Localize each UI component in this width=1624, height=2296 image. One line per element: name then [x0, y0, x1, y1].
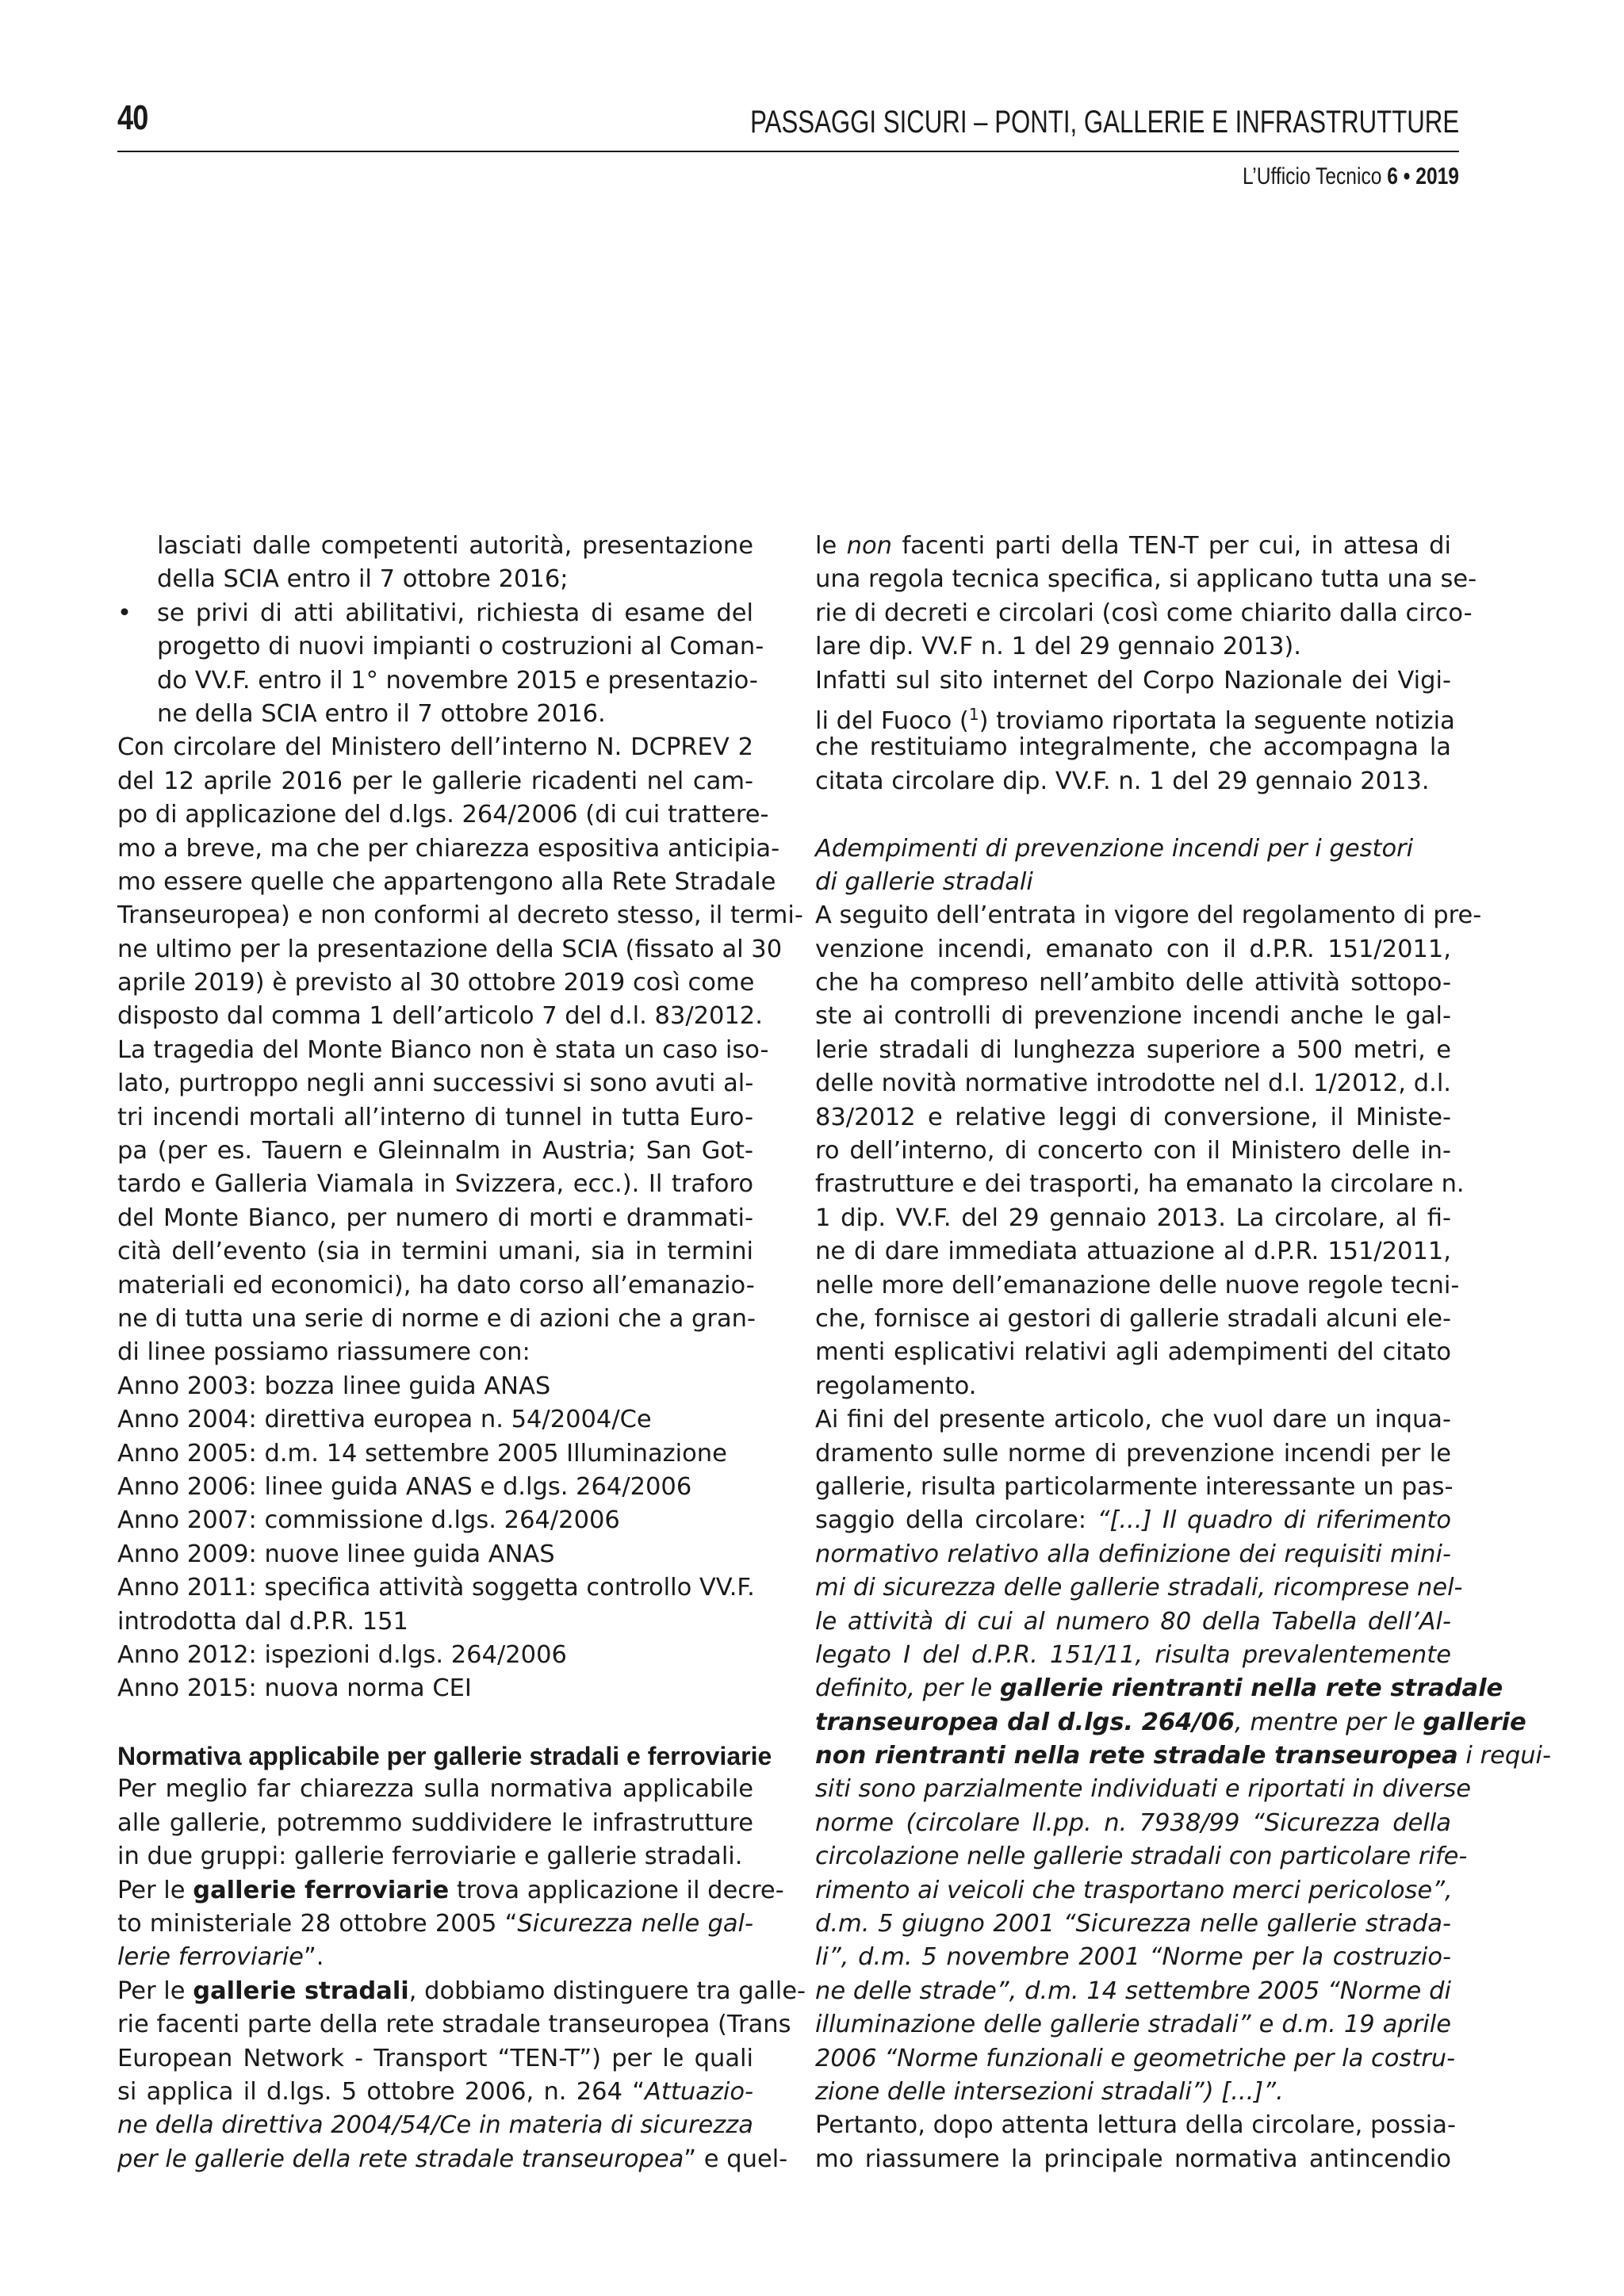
text-line: tardo e Galleria Viamala in Svizzera, ecc.). Il traforo	[117, 1170, 753, 1199]
text-line: rimento ai veicoli che trasportano merci pericolose”,	[815, 1876, 1453, 1904]
text-line: legato I del d.P.R. 151/11, risulta prevalentemente	[815, 1640, 1451, 1669]
paragraph	[117, 1773, 753, 1873]
page-header	[117, 95, 1459, 152]
text-line: rie facenti parte della rete stradale transeuropea (Trans	[117, 2011, 791, 2039]
timeline-item: Anno 2009: nuove linee guida ANAS	[117, 1540, 555, 1568]
text-line: se privi di atti abilitativi, richiesta di esame del	[157, 599, 753, 627]
text-line: che, fornisce ai gestori di gallerie stradali alcuni ele-	[815, 1304, 1451, 1333]
text-line: frastrutture e dei trasporti, ha emanato la circolare n.	[815, 1170, 1465, 1199]
left-column	[117, 530, 806, 2176]
paragraph	[815, 530, 1477, 664]
text-line: del 12 aprile 2016 per le gallerie ricadenti nel cam-	[117, 767, 753, 795]
text-line: di linee possiamo riassumere con:	[117, 1338, 530, 1367]
text-line: ste ai controlli di prevenzione incendi anche le gal-	[815, 1002, 1451, 1031]
text-line: alle gallerie, potremmo suddividere le infrastrutture	[117, 1808, 753, 1837]
text-line: lasciati dalle competenti autorità, presentazione	[157, 532, 753, 560]
text-line: saggio della circolare: “[...] Il quadro di riferimento	[815, 1506, 1451, 1535]
bullet-mark: •	[117, 599, 132, 627]
text-line: aprile 2019) è previsto al 30 ottobre 2019 così come	[117, 969, 755, 997]
timeline-item: Anno 2012: ispezioni d.lgs. 264/2006	[117, 1640, 567, 1669]
text-line: che ha compreso nell’ambito delle attività sottopo-	[815, 969, 1451, 997]
text-line: transeuropea dal d.lgs. 264/06, mentre per le gallerie	[815, 1708, 1526, 1736]
text-line: lare dip. VV.F n. 1 del 29 gennaio 2013).	[815, 633, 1301, 661]
text-line: Infatti sul sito internet del Corpo Nazionale dei Vigi-	[815, 666, 1451, 695]
text-line: Per meglio far chiarezza sulla normativa applicabile	[117, 1775, 753, 1804]
text-line: non rientranti nella rete stradale transeuropea i requi-	[815, 1742, 1552, 1770]
text-line: zione delle intersezioni stradali”) [...]”.	[815, 2077, 1284, 2106]
text-line: 1 dip. VV.F. del 29 gennaio 2013. La circolare, al fi-	[815, 1203, 1451, 1232]
text-line: ne della SCIA entro il 7 ottobre 2016.	[157, 699, 606, 728]
text-line: rie di decreti e circolari (così come chiarito dalla circo-	[815, 599, 1473, 627]
paragraph	[117, 1034, 769, 1370]
issue-number: 6	[1387, 163, 1398, 189]
text-line: siti sono parzialmente individuati e riportati in diverse	[815, 1775, 1472, 1804]
timeline-item: Anno 2015: nuova norma CEI	[117, 1674, 472, 1703]
text-line: lerie stradali di lunghezza superiore a 500 metri, e	[815, 1035, 1451, 1064]
magazine-name: L’Ufficio Tecnico	[1242, 163, 1382, 189]
text-line: della SCIA entro il 7 ottobre 2016;	[157, 565, 569, 594]
text-line: mo essere quelle che appartengono alla Rete Stradale	[117, 867, 776, 896]
text-line: Pertanto, dopo attenta lettura della circolare, possia-	[815, 2111, 1456, 2140]
text-line: normativo relativo alla definizione dei requisiti mini-	[815, 1540, 1451, 1568]
text-line: disposto dal comma 1 dell’articolo 7 del d.l. 83/2012.	[117, 1002, 763, 1031]
text-line: le attività di cui al numero 80 della Tabella dell’Al-	[815, 1607, 1451, 1636]
paragraph	[117, 731, 803, 1034]
issue-year: 2019	[1415, 163, 1459, 189]
timeline-item: Anno 2011: specifica attività soggetta controllo VV.F.	[117, 1574, 755, 1602]
text-line: do VV.F. entro il 1° novembre 2015 e presentazio-	[157, 666, 758, 695]
text-line: regolamento.	[815, 1372, 977, 1400]
text-line: cità dell’evento (sia in termini umani, sia in termini	[117, 1238, 753, 1266]
text-line: La tragedia del Monte Bianco non è stata un caso iso-	[117, 1035, 769, 1064]
text-line: 83/2012 e relative leggi di conversione, il Ministe-	[815, 1103, 1451, 1131]
text-line: mo riassumere la principale normativa antincendio	[815, 2145, 1451, 2173]
text-line: ne della direttiva 2004/54/Ce in materia di sicurezza	[117, 2111, 753, 2140]
text-line: A seguito dell’entrata in vigore del regolamento di pre-	[815, 901, 1482, 930]
timeline-item: Anno 2006: linee guida ANAS e d.lgs. 264/2006	[117, 1472, 692, 1501]
bullet-continuation	[117, 530, 753, 597]
right-column	[815, 530, 1552, 2176]
issue-line	[1243, 163, 1459, 190]
text-line: definito, per le gallerie rientranti nella rete stradale	[815, 1674, 1503, 1703]
text-line: po di applicazione del d.lgs. 264/2006 (di cui trattere-	[117, 801, 769, 829]
text-line: del Monte Bianco, per numero di morti e drammati-	[117, 1203, 753, 1232]
text-line: gallerie, risulta particolarmente interessante un pas-	[815, 1472, 1454, 1501]
text-line: dramento sulle norme di prevenzione incendi per le	[815, 1439, 1451, 1468]
text-line: li”, d.m. 5 novembre 2001 “Norme per la costruzio-	[815, 1943, 1451, 1972]
text-line: citata circolare dip. VV.F. n. 1 del 29 gennaio 2013.	[815, 767, 1430, 795]
text-line: European Network - Transport “TEN-T”) per le quali	[117, 2044, 753, 2072]
bullet-item	[117, 597, 764, 732]
text-line: progetto di nuovi impianti o costruzioni al Coman-	[157, 633, 764, 661]
text-line: una regola tecnica specifica, si applicano tutta una se-	[815, 565, 1477, 594]
text-line: per le gallerie della rete stradale transeuropea” e quel-	[117, 2145, 788, 2173]
text-line: li del Fuoco ($^1$) troviamo riportata la seguente notizia	[815, 704, 1455, 736]
text-line: lerie ferroviarie”.	[117, 1943, 324, 1972]
timeline-list	[117, 1370, 753, 1706]
text-line: nelle more dell’emanazione delle nuove regole tecni-	[815, 1271, 1460, 1299]
text-line: pa (per es. Tauern e Gleinnalm in Austria; San Got-	[117, 1137, 753, 1165]
footnote-ref: 1	[968, 704, 979, 724]
text-line: illuminazione delle gallerie stradali” e d.m. 19 aprile	[815, 2011, 1451, 2039]
text-line: norme (circolare ll.pp. n. 7938/99 “Sicurezza della	[815, 1808, 1451, 1837]
timeline-item: Anno 2007: commissione d.lgs. 264/2006	[117, 1506, 620, 1535]
text-line: Transeuropea) e non conformi al decreto stesso, il termi-	[117, 901, 803, 930]
text-line: ne ultimo per la presentazione della SCIA (fissato al 30	[117, 935, 783, 963]
issue-separator: •	[1403, 163, 1411, 189]
paragraph	[815, 664, 1455, 799]
running-title: PASSAGGI SICURI – PONTI, GALLERIE E INFRASTRUTTURE	[750, 105, 1459, 140]
timeline-item: Anno 2005: d.m. 14 settembre 2005 Illuminazione	[117, 1439, 727, 1468]
page-number: 40	[117, 98, 148, 137]
text-line: materiali ed economici), ha dato corso all’emanazio-	[117, 1271, 755, 1299]
text-line: ne delle strade”, d.m. 14 settembre 2005 “Norme di	[815, 1976, 1451, 2005]
text-line: si applica il d.lgs. 5 ottobre 2006, n. 264 “Attuazio-	[117, 2077, 753, 2106]
text-line: che restituiamo integralmente, che accompagna la	[815, 733, 1451, 762]
text-line: in due gruppi: gallerie ferroviarie e gallerie stradali.	[117, 1843, 743, 1871]
text-line: delle novità normative introdotte nel d.l. 1/2012, d.l.	[815, 1070, 1451, 1098]
text-line: circolazione nelle gallerie stradali con particolare rife-	[815, 1843, 1468, 1871]
text-line: to ministeriale 28 ottobre 2005 “Sicurezza nelle gal-	[117, 1910, 753, 1938]
paragraph	[815, 2109, 1456, 2176]
paragraph	[117, 1874, 784, 1975]
subheading-line: di gallerie stradali	[815, 867, 1033, 896]
text-line: tri incendi mortali all’interno di tunnel in tutta Euro-	[117, 1103, 753, 1131]
text-line: ne di dare immediata attuazione al d.P.R. 151/2011,	[815, 1238, 1451, 1266]
text-line: ne di tutta una serie di norme e di azioni che a gran-	[117, 1304, 756, 1333]
text-line: mi di sicurezza delle gallerie stradali, ricomprese nel-	[815, 1574, 1463, 1602]
section-heading	[117, 1739, 772, 1773]
text-line: Con circolare del Ministero dell’interno N. DCPREV 2	[117, 733, 753, 762]
timeline-item: Anno 2004: direttiva europea n. 54/2004/Ce	[117, 1406, 652, 1434]
text-line: lato, purtroppo negli anni successivi si sono avuti al-	[117, 1070, 754, 1098]
text-line: d.m. 5 giugno 2001 “Sicurezza nelle gallerie strada-	[815, 1910, 1451, 1938]
subheading-line: Adempimenti di prevenzione incendi per i gestori	[815, 834, 1414, 863]
paragraph	[117, 1975, 806, 2176]
timeline-item: introdotta dal d.P.R. 151	[117, 1607, 408, 1636]
text-line: menti esplicativi relativi agli adempimenti del citato	[815, 1338, 1451, 1367]
text-line: 2006 “Norme funzionali e geometriche per la costru-	[815, 2044, 1456, 2072]
paragraph	[815, 899, 1482, 1403]
text-line: Per le gallerie ferroviarie trova applicazione il decre-	[117, 1876, 784, 1904]
text-line: ro dell’interno, di concerto con il Ministero delle in-	[815, 1137, 1451, 1165]
paragraph	[815, 1403, 1552, 2109]
heading-text: Normativa applicabile per gallerie stradali e ferroviarie	[117, 1742, 772, 1771]
text-line: venzione incendi, emanato con il d.P.R. 151/2011,	[815, 935, 1451, 963]
text-line: mo a breve, ma che per chiarezza espositiva anticipia-	[117, 834, 780, 863]
timeline-item: Anno 2003: bozza linee guida ANAS	[117, 1372, 551, 1400]
text-line: Per le gallerie stradali, dobbiamo distinguere tra galle-	[117, 1976, 806, 2005]
text-line: Ai fini del presente articolo, che vuol dare un inqua-	[815, 1406, 1451, 1434]
text-line: le non facenti parti della TEN-T per cui, in attesa di	[815, 532, 1451, 560]
subheading	[815, 832, 1451, 900]
